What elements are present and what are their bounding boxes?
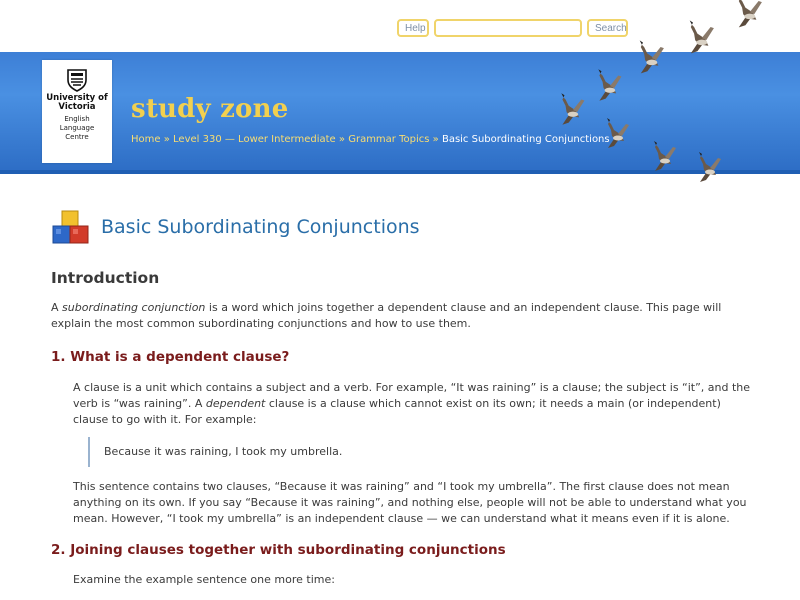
example-sentence: Because it was raining, I took my umbrella. — [88, 437, 728, 467]
breadcrumb-separator: » — [163, 134, 170, 145]
clause-text-b: clause is a clause which cannot exist on its own; it needs a main (or independent) clause to go with it. For example: — [73, 397, 721, 426]
help-button[interactable]: Help — [397, 19, 429, 37]
intro-rest: is a word which joins together a dependent clause and an independent clause. This page will explain the most common subordinating conjunctions and how to use them. — [51, 301, 722, 330]
goose-icon — [690, 20, 714, 53]
breadcrumb — [131, 133, 610, 147]
logo-unit-line2: Language — [59, 124, 95, 132]
intro-prefix: A — [51, 301, 63, 314]
goose-icon — [654, 141, 676, 171]
flying-geese — [540, 0, 800, 190]
breadcrumb-current: Basic Subordinating Conjunctions — [441, 134, 610, 145]
breadcrumb-grammar-link[interactable]: Grammar Topics — [348, 134, 430, 145]
breadcrumb-separator: » — [432, 134, 439, 145]
goose-icon — [738, 0, 762, 27]
clause-term: dependent — [205, 397, 266, 410]
introduction-heading: Introduction — [51, 269, 160, 287]
goose-icon — [640, 40, 664, 73]
examine-paragraph: Examine the example sentence one more time: — [73, 573, 335, 586]
intro-paragraph — [51, 300, 751, 332]
section2-heading: 2. Joining clauses together with subordinating conjunctions — [51, 542, 506, 558]
university-crest-icon — [66, 68, 88, 92]
clause-definition-paragraph — [73, 380, 758, 428]
goose-icon — [598, 69, 621, 101]
toy-blocks-icon — [52, 210, 90, 244]
breadcrumb-level-link[interactable]: Level 330 — Lower Intermediate — [173, 134, 336, 145]
breadcrumb-separator: » — [338, 134, 346, 145]
goose-icon — [561, 93, 584, 125]
page-title: Basic Subordinating Conjunctions — [101, 216, 420, 238]
logo-university-name: University of Victoria — [46, 93, 108, 112]
search-button[interactable]: Search — [587, 19, 628, 37]
logo-unit-line1: English — [64, 115, 90, 123]
logo-unit-name — [42, 115, 112, 142]
goose-icon — [607, 118, 629, 148]
goose-icon — [699, 152, 721, 182]
two-clauses-paragraph: This sentence contains two clauses, “Because it was raining” and “I took my umbrella”. The first clause does not mean anything on its own. If you say “Because it was raining”, and nothing else, people will not be able to understand what you mean. However, “I took my umbrella” is an independent clause — we can understand what it means even if it is alone. — [73, 480, 747, 525]
section1-heading: 1. What is a dependent clause? — [51, 349, 290, 365]
university-logo[interactable] — [42, 60, 112, 163]
clause-text-a: A clause is a unit which contains a subject and a verb. For example, “It was raining” is a clause; the subject is “it”, and the verb is “was raining”. A — [73, 381, 751, 410]
intro-term: subordinating conjunction — [62, 301, 206, 314]
logo-unit-line3: Centre — [65, 133, 89, 141]
breadcrumb-home-link[interactable]: Home — [131, 134, 161, 145]
site-title[interactable]: study zone — [131, 94, 289, 124]
